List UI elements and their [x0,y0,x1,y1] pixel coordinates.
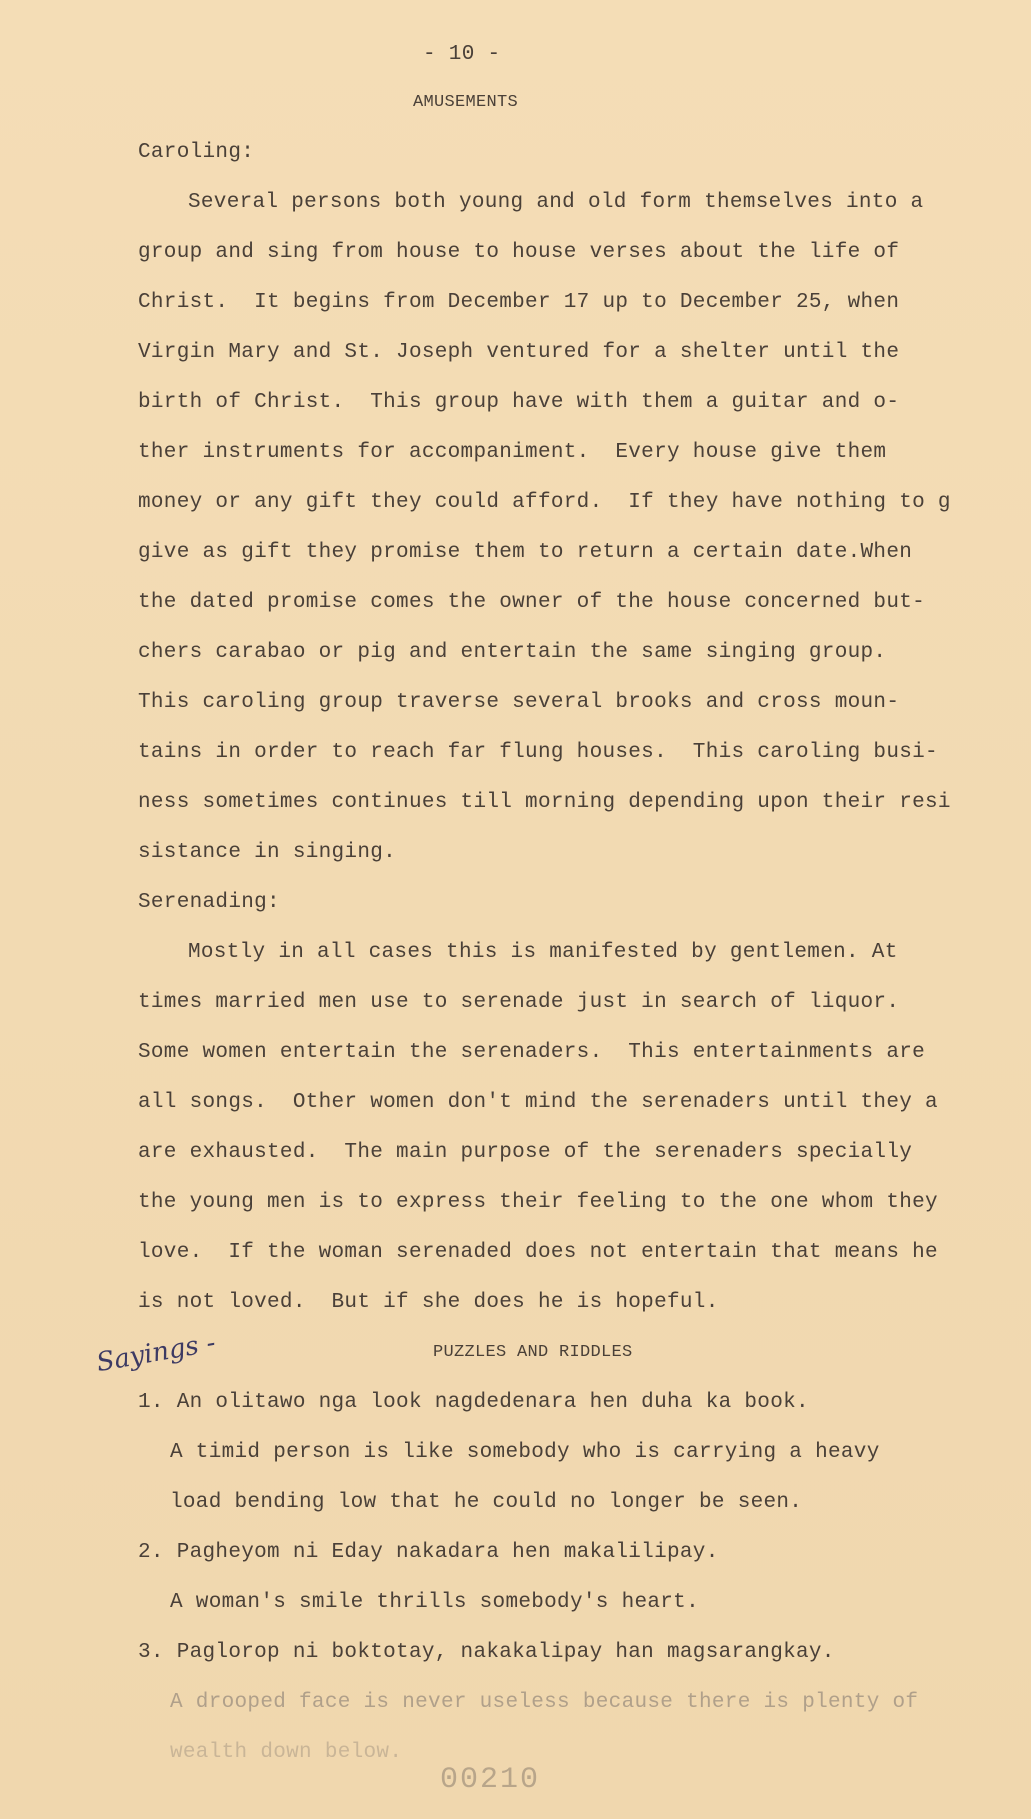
paragraph-line: chers carabao or pig and entertain the same singing group. [138,641,887,664]
puzzle-translation: wealth down below. [170,1741,403,1764]
section-heading-serenading: Serenading: [138,891,280,914]
paragraph-line: birth of Christ. This group have with them a guitar and o- [138,391,900,414]
puzzle-translation: A timid person is like somebody who is carrying a heavy [170,1441,880,1464]
paragraph-line: ness sometimes continues till morning depending upon their resi [138,791,951,814]
paragraph-line: tains in order to reach far flung houses. This caroling busi- [138,741,938,764]
page-title: AMUSEMENTS [413,93,519,112]
puzzles-title: PUZZLES AND RIDDLES [433,1343,633,1362]
section-heading-caroling: Caroling: [138,141,255,164]
paragraph-line: Several persons both young and old form themselves into a [188,191,924,214]
puzzle-translation: A drooped face is never useless because there is plenty of [170,1691,919,1714]
paragraph-line: sistance in singing. [138,841,397,864]
puzzle-translation: load bending low that he could no longer be seen. [170,1491,803,1514]
page-number: - 10 - [423,43,501,66]
paragraph-line: is not loved. But if she does he is hopeful. [138,1291,719,1314]
paragraph-line: This caroling group traverse several brooks and cross moun- [138,691,900,714]
puzzle-item: 3. Paglorop ni boktotay, nakakalipay han magsarangkay. [138,1641,835,1664]
paragraph-line: money or any gift they could afford. If they have nothing to g [138,491,951,514]
paragraph-line: love. If the woman serenaded does not entertain that means he [138,1241,938,1264]
archive-stamp: 00210 [440,1763,541,1797]
puzzle-translation: A woman's smile thrills somebody's heart. [170,1591,699,1614]
puzzle-item: 2. Pagheyom ni Eday nakadara hen makalilipay. [138,1541,719,1564]
paragraph-line: times married men use to serenade just in search of liquor. [138,991,900,1014]
margin-note-handwriting: Sayings - [94,1327,218,1379]
paragraph-line: Christ. It begins from December 17 up to December 25, when [138,291,900,314]
paragraph-line: ther instruments for accompaniment. Every house give them [138,441,887,464]
paragraph-line: are exhausted. The main purpose of the serenaders specially [138,1141,913,1164]
paragraph-line: Virgin Mary and St. Joseph ventured for a shelter until the [138,341,900,364]
paragraph-line: Mostly in all cases this is manifested by gentlemen. At [188,941,898,964]
paragraph-line: all songs. Other women don't mind the serenaders until they a [138,1091,938,1114]
paragraph-line: the young men is to express their feeling to the one whom they [138,1191,938,1214]
paragraph-line: give as gift they promise them to return a certain date.When [138,541,913,564]
puzzle-item: 1. An olitawo nga look nagdedenara hen duha ka book. [138,1391,809,1414]
paragraph-line: group and sing from house to house verses about the life of [138,241,900,264]
paragraph-line: the dated promise comes the owner of the house concerned but- [138,591,926,614]
paragraph-line: Some women entertain the serenaders. This entertainments are [138,1041,926,1064]
